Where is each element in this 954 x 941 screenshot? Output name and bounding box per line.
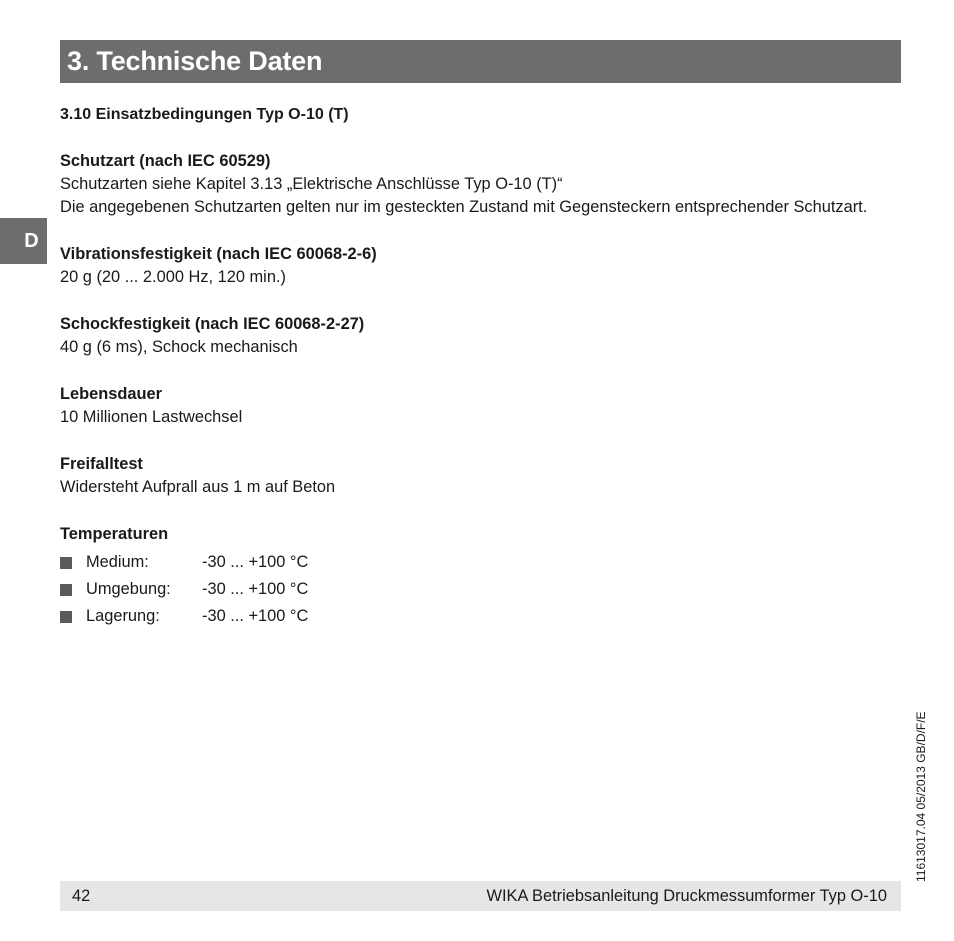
section-title: 3.10 Einsatzbedingungen Typ O-10 (T) <box>60 106 349 123</box>
temperature-value: -30 ... +100 °C <box>202 607 309 625</box>
chapter-title: 3. Technische Daten <box>60 40 901 83</box>
page-content <box>60 103 890 630</box>
temperature-value: -30 ... +100 °C <box>202 553 309 571</box>
spec-text: 10 Millionen Lastwechsel <box>60 408 243 426</box>
square-bullet-icon <box>60 611 72 623</box>
temperature-label: Medium: <box>86 553 149 571</box>
temperature-value: -30 ... +100 °C <box>202 580 309 598</box>
temperature-label: Lagerung: <box>86 607 160 625</box>
spec-block-protection <box>60 150 890 219</box>
spec-block-drop-test <box>60 453 890 499</box>
spec-text: Schutzarten siehe Kapitel 3.13 „Elektrische Anschlüsse Typ O-10 (T)“ <box>60 175 563 193</box>
spec-text: 20 g (20 ... 2.000 Hz, 120 min.) <box>60 268 286 286</box>
spec-text: Die angegebenen Schutzarten gelten nur im gesteckten Zustand mit Gegensteckern entsprechender Schutzart. <box>60 198 868 216</box>
list-item <box>60 549 890 576</box>
spec-block-shock <box>60 313 890 359</box>
page-footer <box>60 881 901 911</box>
spec-heading: Lebensdauer <box>60 385 163 403</box>
temperature-list <box>60 549 890 630</box>
page-number: 42 <box>72 887 91 905</box>
square-bullet-icon <box>60 584 72 596</box>
spec-heading: Schutzart (nach IEC 60529) <box>60 152 271 170</box>
spec-heading: Vibrationsfestigkeit (nach IEC 60068-2-6) <box>60 245 377 263</box>
square-bullet-icon <box>60 557 72 569</box>
language-tab: D <box>0 218 47 264</box>
spec-block-temperatures <box>60 523 890 630</box>
list-item <box>60 576 890 603</box>
spec-heading: Schockfestigkeit (nach IEC 60068-2-27) <box>60 315 365 333</box>
spec-block-vibration <box>60 243 890 289</box>
spec-block-lifetime <box>60 383 890 429</box>
temperature-label: Umgebung: <box>86 580 171 598</box>
spec-text: Widersteht Aufprall aus 1 m auf Beton <box>60 478 336 496</box>
footer-title: WIKA Betriebsanleitung Druckmessumformer Typ O-10 <box>486 887 887 905</box>
spec-text: 40 g (6 ms), Schock mechanisch <box>60 338 298 356</box>
spec-heading: Freifalltest <box>60 455 143 473</box>
spec-heading: Temperaturen <box>60 525 169 543</box>
list-item <box>60 603 890 630</box>
document-id: 11613017.04 05/2013 GB/D/F/E <box>914 711 928 882</box>
